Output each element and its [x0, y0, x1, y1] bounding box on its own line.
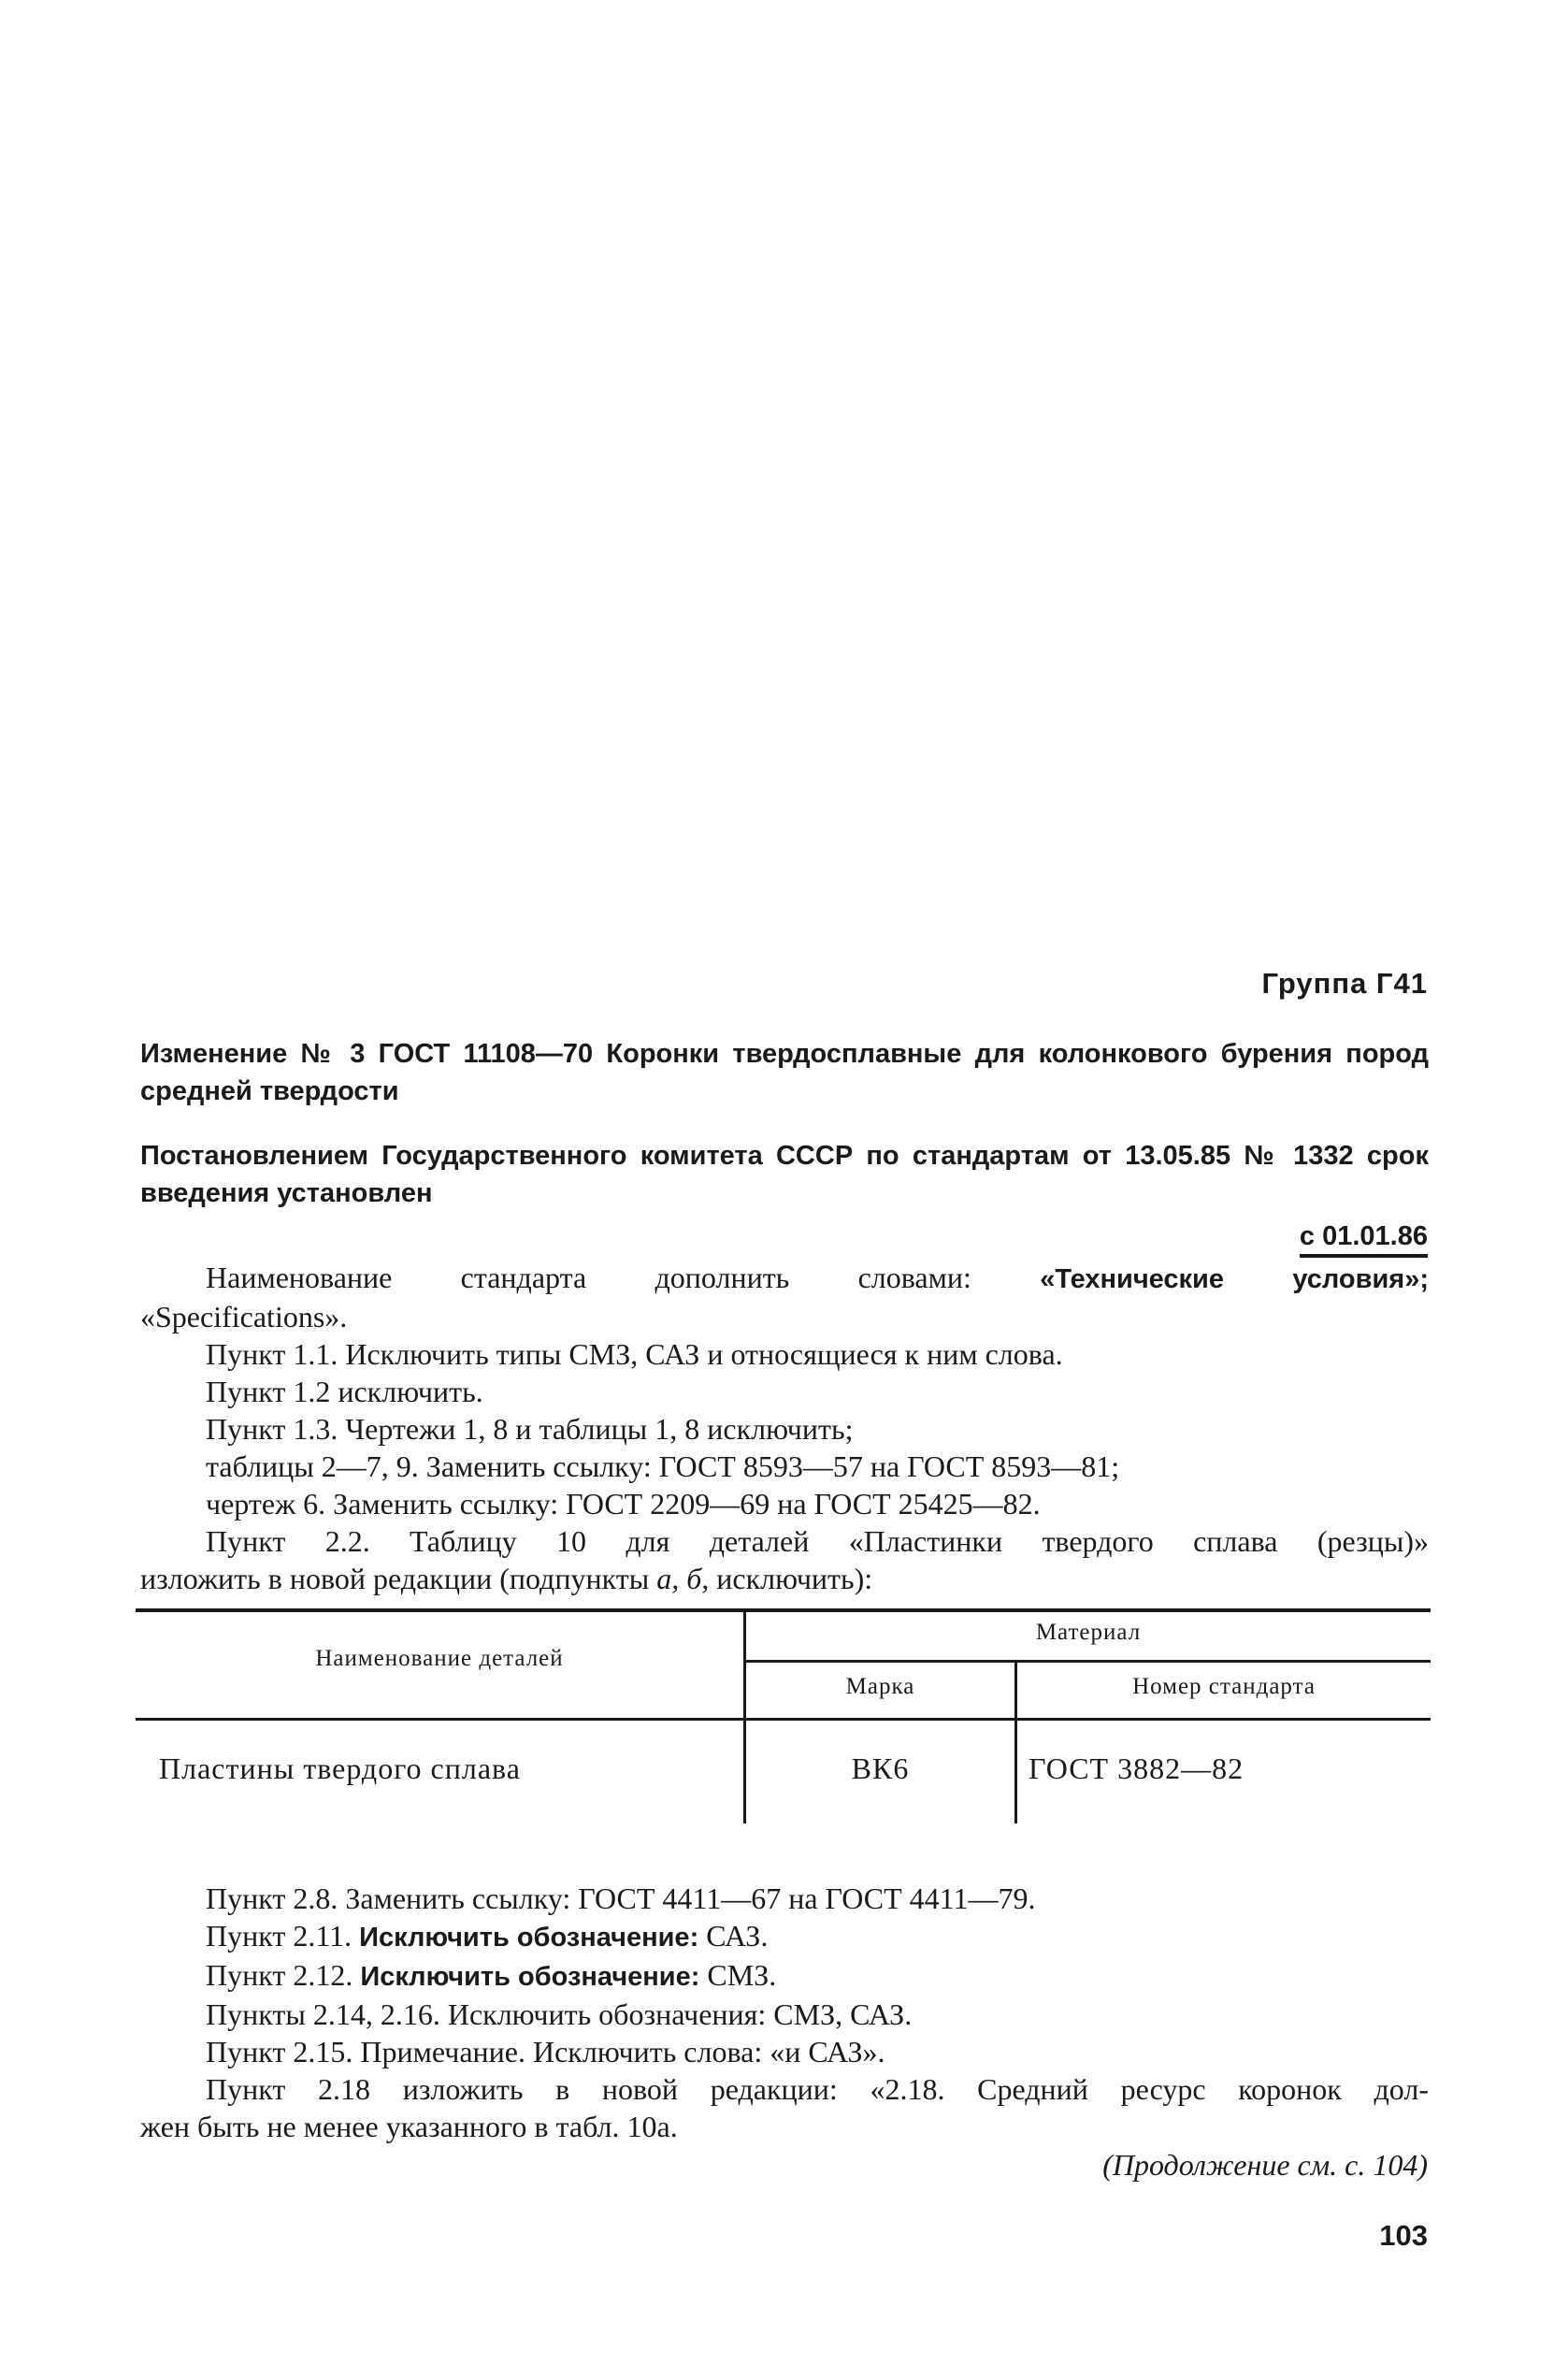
- paragraph-line: жен быть не менее указанного в табл. 10а.: [140, 2110, 678, 2143]
- paragraph-line: Пункт 1.1. Исключить типы СМЗ, САЗ и относящиеся к ним слова.: [206, 1337, 1063, 1371]
- paragraph-line: Пункт 2.8. Заменить ссылку: ГОСТ 4411—67 на ГОСТ 4411—79.: [206, 1881, 1036, 1915]
- text-span: САЗ.: [698, 1919, 769, 1953]
- italic-phrase: а, б,: [656, 1562, 710, 1595]
- effective-date: с 01.01.86: [1300, 1221, 1428, 1258]
- text-span: Наименование стандарта дополнить словами:: [206, 1261, 1041, 1294]
- text-span: Пункт 2.11.: [206, 1919, 360, 1953]
- col-header-grade: Марка: [845, 1674, 915, 1699]
- bold-phrase: Исключить обозначение:: [360, 1962, 700, 1992]
- paragraph-line: чертеж 6. Заменить ссылку: ГОСТ 2209—69 на ГОСТ 25425—82.: [206, 1487, 1041, 1521]
- paragraph-line: Пункт 1.3. Чертежи 1, 8 и таблицы 1, 8 исключить;: [206, 1412, 854, 1446]
- paragraph-line: [140, 1259, 1429, 1298]
- paragraph-line: Пункт 2.15. Примечание. Исключить слова: «и САЗ».: [206, 2035, 885, 2068]
- paragraph-line: Пункт 2.18 изложить в новой редакции: «2.18. Средний ресурс коронок дол-: [206, 2072, 1429, 2106]
- paragraph-line: [140, 1917, 1429, 1956]
- table-cell-grade: ВК6: [851, 1751, 910, 1785]
- amendment-title: Изменение № 3 ГОСТ 11108—70 Коронки твердосплавные для колонкового бурения пород средней твердости: [140, 1039, 1429, 1106]
- text-span: изложить в новой редакции (подпункты: [140, 1562, 657, 1595]
- body-paragraphs-top: [140, 1259, 1429, 1597]
- table-cell-standard: ГОСТ 3882—82: [1029, 1751, 1244, 1785]
- table-cell-name: Пластины твердого сплава: [159, 1751, 521, 1785]
- text-span: Пункт 2.12.: [206, 1958, 361, 1992]
- table-divider: [1014, 1721, 1017, 1823]
- paragraph-line: Пункт 2.2. Таблицу 10 для деталей «Пластинки твердого сплава (резцы)»: [206, 1524, 1429, 1558]
- body-paragraphs-bottom: [140, 1880, 1429, 2145]
- col-header-name: Наименование деталей: [315, 1646, 564, 1671]
- bold-phrase: Исключить обозначение:: [359, 1923, 699, 1953]
- paragraph-line: таблицы 2—7, 9. Заменить ссылку: ГОСТ 8593—57 на ГОСТ 8593—81;: [206, 1449, 1120, 1483]
- table-top-rule: [136, 1608, 1431, 1612]
- paragraph-line: «Specifications».: [140, 1300, 348, 1333]
- col-header-material: Материал: [1035, 1620, 1142, 1645]
- col-header-standard: Номер стандарта: [1132, 1674, 1316, 1699]
- materials-table: [136, 1608, 1431, 1823]
- paragraph-line: Пункты 2.14, 2.16. Исключить обозначения: СМЗ, САЗ.: [206, 1997, 913, 2031]
- page-number: 103: [1379, 2219, 1428, 2252]
- group-code: Группа Г41: [1261, 967, 1428, 1000]
- continuation-note: (Продолжение см. с. 104): [1102, 2148, 1428, 2182]
- table-header-rule: [136, 1718, 1431, 1721]
- text-span: исключить):: [709, 1562, 873, 1595]
- paragraph-line: Пункт 1.2 исключить.: [206, 1375, 483, 1408]
- bold-phrase: «Технические условия»;: [1040, 1264, 1430, 1294]
- decree-text: Постановлением Государственного комитета СССР по стандартам от 13.05.85 № 1332 срок введения установлен: [140, 1141, 1429, 1208]
- text-span: СМЗ.: [699, 1958, 777, 1992]
- paragraph-line: [140, 1560, 1429, 1597]
- table-subheader-rule: [743, 1660, 1431, 1663]
- paragraph-line: [140, 1956, 1429, 1996]
